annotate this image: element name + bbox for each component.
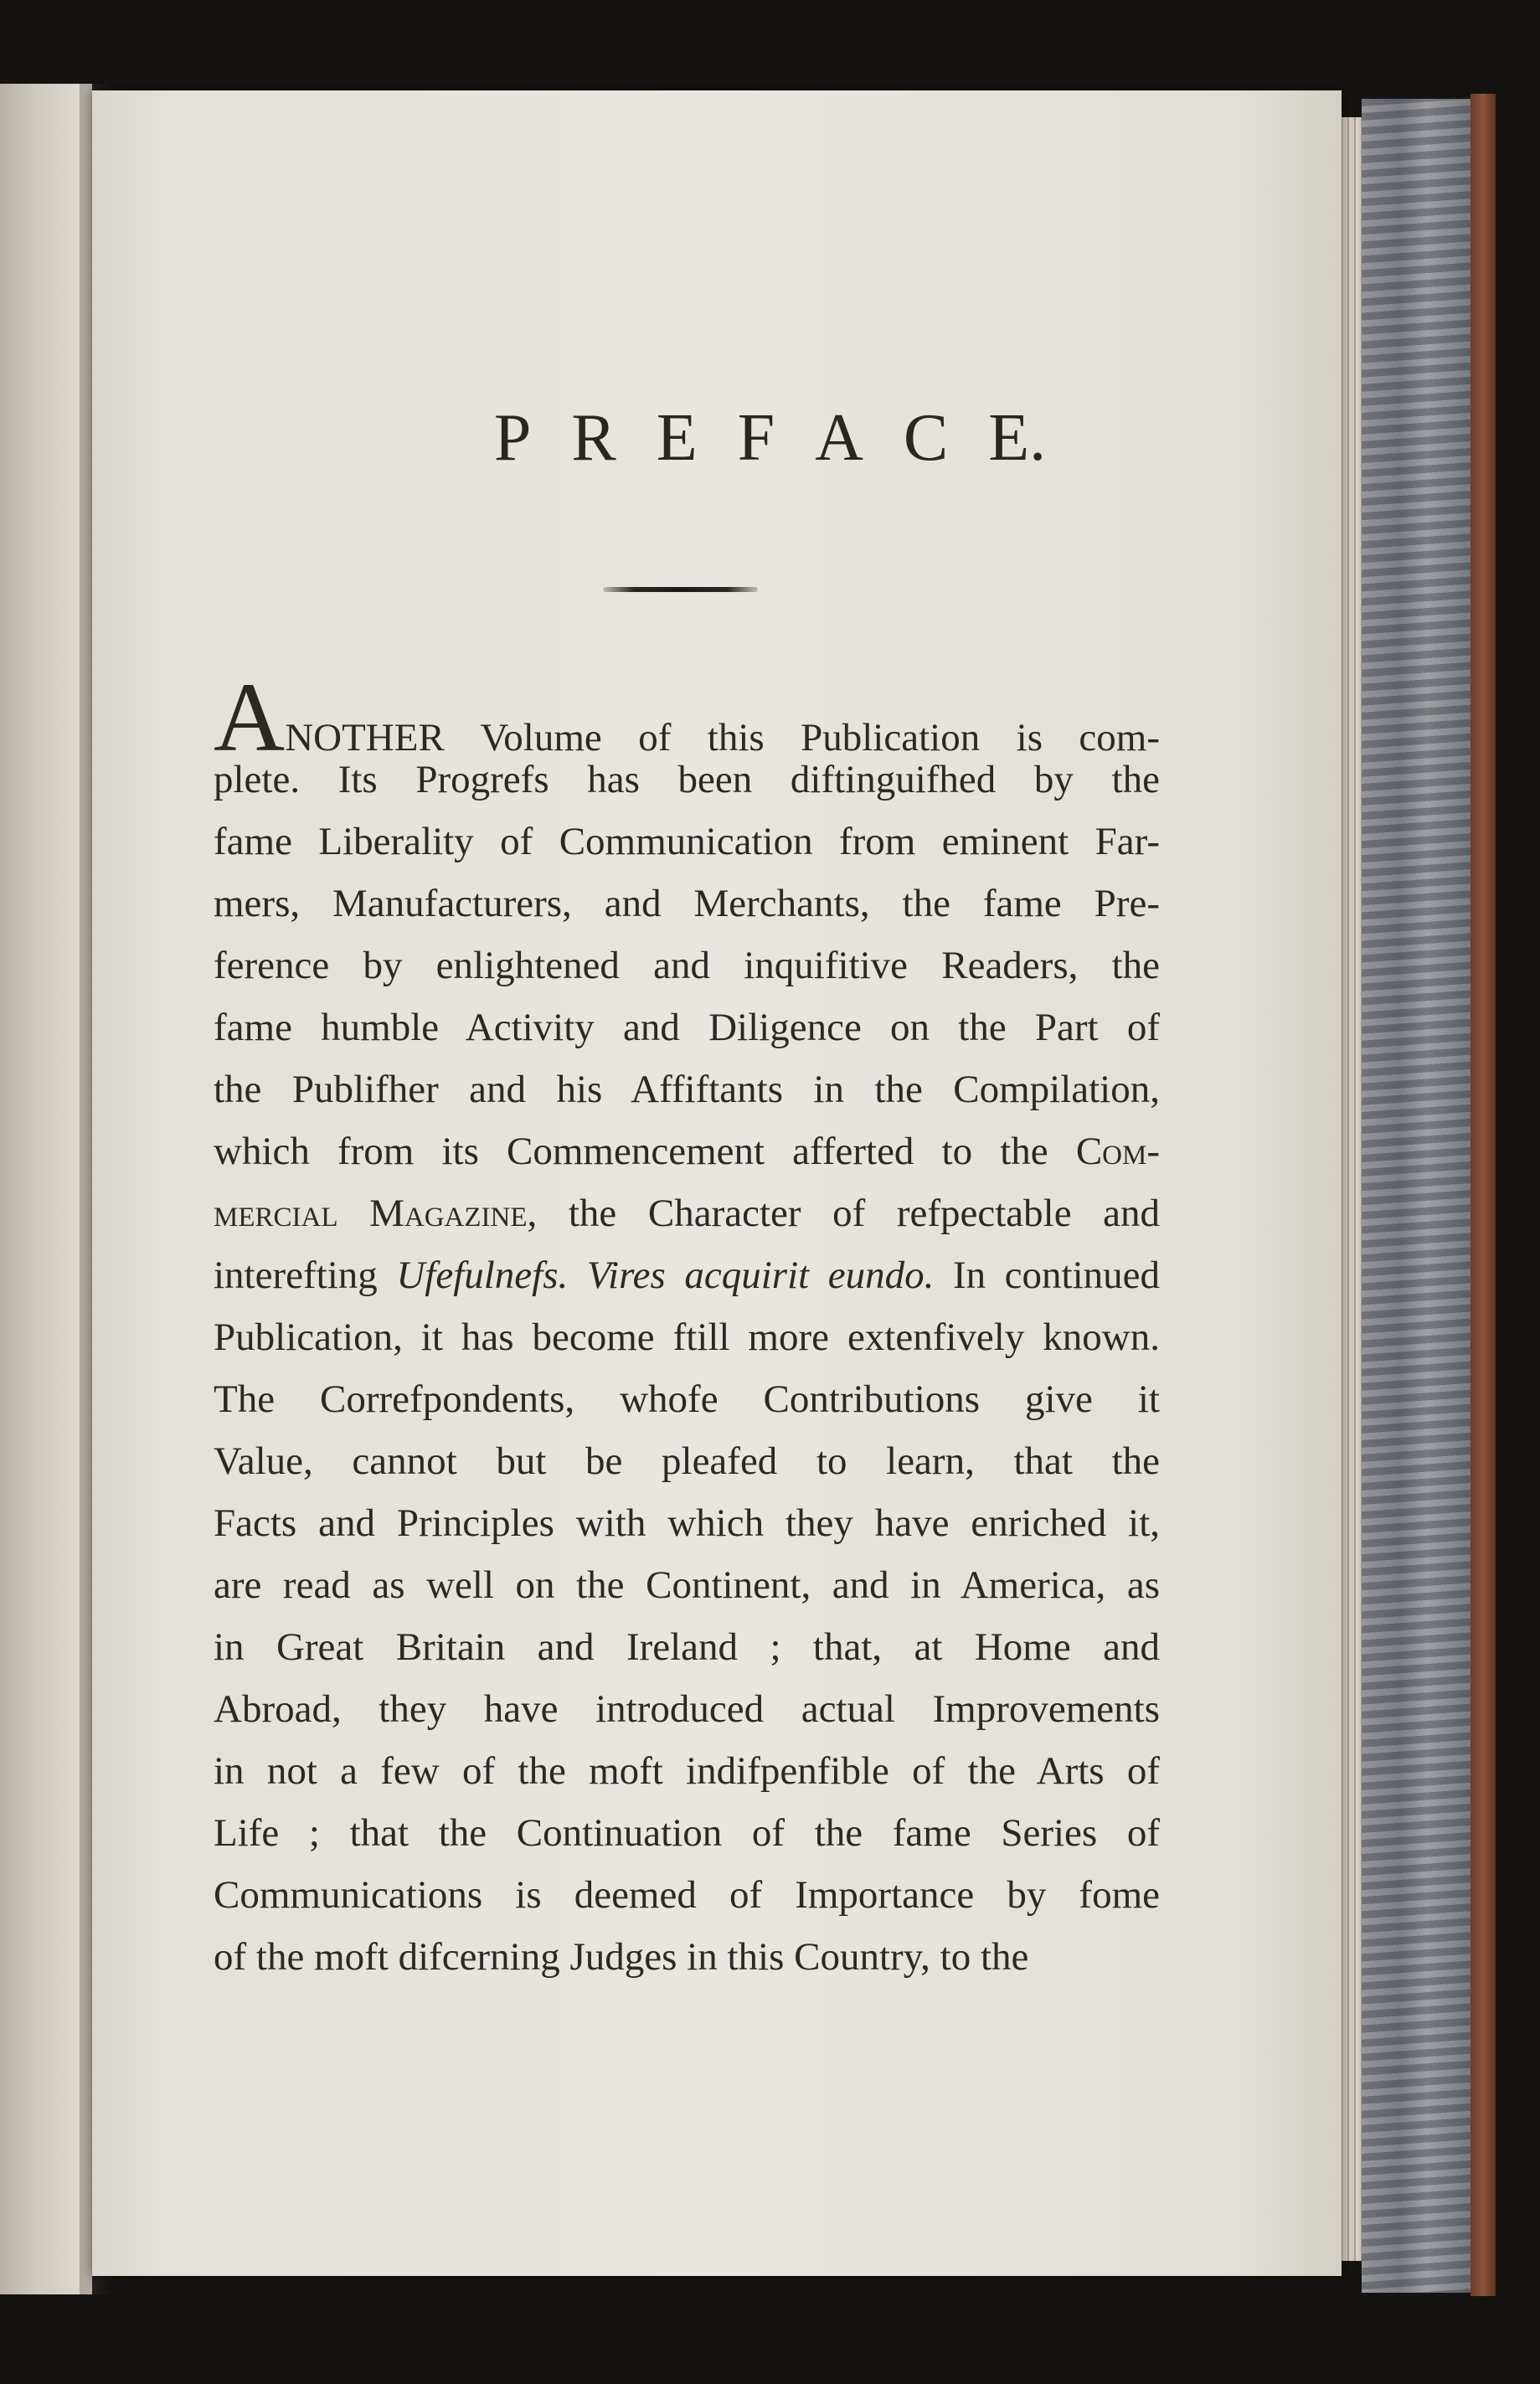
text-segment: in Great Britain and Ireland ; that, at Home and <box>214 1625 1160 1669</box>
text-line <box>214 662 1160 772</box>
text-line <box>214 1802 1160 1864</box>
text-segment: Life ; that the Continuation of the fame Series of <box>214 1811 1160 1855</box>
title-letter: F <box>737 401 775 475</box>
text-line <box>214 1678 1160 1740</box>
text-line <box>214 935 1160 996</box>
title-letter: E. <box>988 401 1047 475</box>
text-segment: ference by enlightened and inquifitive Readers, the <box>214 944 1160 987</box>
text-segment: Volume of this Publication is com- <box>444 716 1160 759</box>
text-segment: mers, Manufacturers, and Merchants, the fame Pre- <box>214 882 1160 925</box>
title-letter: P <box>493 401 532 475</box>
text-segment: In continued <box>934 1254 1160 1297</box>
text-segment: Communications is deemed of Importance by fome <box>214 1873 1160 1917</box>
text-segment: in not a few of the moft indifpenfible of the Arts of <box>214 1749 1160 1793</box>
text-line <box>214 1492 1160 1554</box>
text-line <box>214 1430 1160 1492</box>
text-segment: Com- <box>1075 1130 1160 1173</box>
text-segment: Abroad, they have introduced actual Improvements <box>214 1687 1160 1731</box>
text-segment: interefting <box>214 1254 397 1297</box>
drop-cap: A <box>214 662 286 772</box>
text-segment: mercial Magazine <box>214 1192 528 1235</box>
title-letter: C <box>903 401 949 475</box>
text-segment: the Publifher and his Affiftants in the Compilation, <box>214 1068 1160 1111</box>
title-letter: A <box>815 401 863 475</box>
text-segment: The Correfpondents, whofe Contributions give it <box>214 1377 1160 1421</box>
preface-body <box>214 662 1161 1988</box>
title-letter: R <box>571 401 616 475</box>
title-rule <box>603 587 758 592</box>
text-line <box>214 1616 1160 1678</box>
text-line <box>214 1244 1160 1306</box>
text-line <box>214 1926 1160 1988</box>
text-segment: of the moft difcerning Judges in this Country, to the <box>214 1935 1029 1979</box>
text-segment: Facts and Principles with which they have enriched it, <box>214 1501 1160 1545</box>
text-segment: fame Liberality of Communication from eminent Far- <box>214 820 1160 863</box>
text-segment: fame humble Activity and Diligence on the Part of <box>214 1006 1160 1049</box>
text-line <box>214 996 1160 1058</box>
text-segment: Publication, it has become ftill more extenfively known. <box>214 1316 1160 1359</box>
text-line <box>214 1306 1160 1368</box>
text-line <box>214 1368 1160 1430</box>
text-segment: Value, cannot but be pleafed to learn, that the <box>214 1439 1160 1483</box>
text-line <box>214 1182 1160 1244</box>
text-line <box>214 811 1160 873</box>
page-title <box>0 400 1540 476</box>
title-letter: E <box>656 401 698 475</box>
text-line <box>214 873 1160 935</box>
text-segment: Ufefulnefs. <box>396 1254 569 1297</box>
text-segment: are read as well on the Continent, and in America, as <box>214 1563 1160 1607</box>
text-segment: NOTHER <box>285 716 445 759</box>
text-line <box>214 1740 1160 1802</box>
text-line <box>214 1058 1160 1120</box>
text-line <box>214 749 1160 811</box>
text-line <box>214 1864 1160 1926</box>
text-line <box>214 1120 1160 1182</box>
text-segment: which from its Commencement afferted to the <box>214 1130 1076 1173</box>
text-segment <box>568 1254 587 1297</box>
text-segment: Vires acquirit eundo. <box>586 1254 935 1297</box>
text-segment: plete. Its Progrefs has been diftinguifhed by the <box>214 758 1160 801</box>
text-segment: , the Character of refpectable and <box>527 1192 1161 1235</box>
text-line <box>214 1554 1160 1616</box>
